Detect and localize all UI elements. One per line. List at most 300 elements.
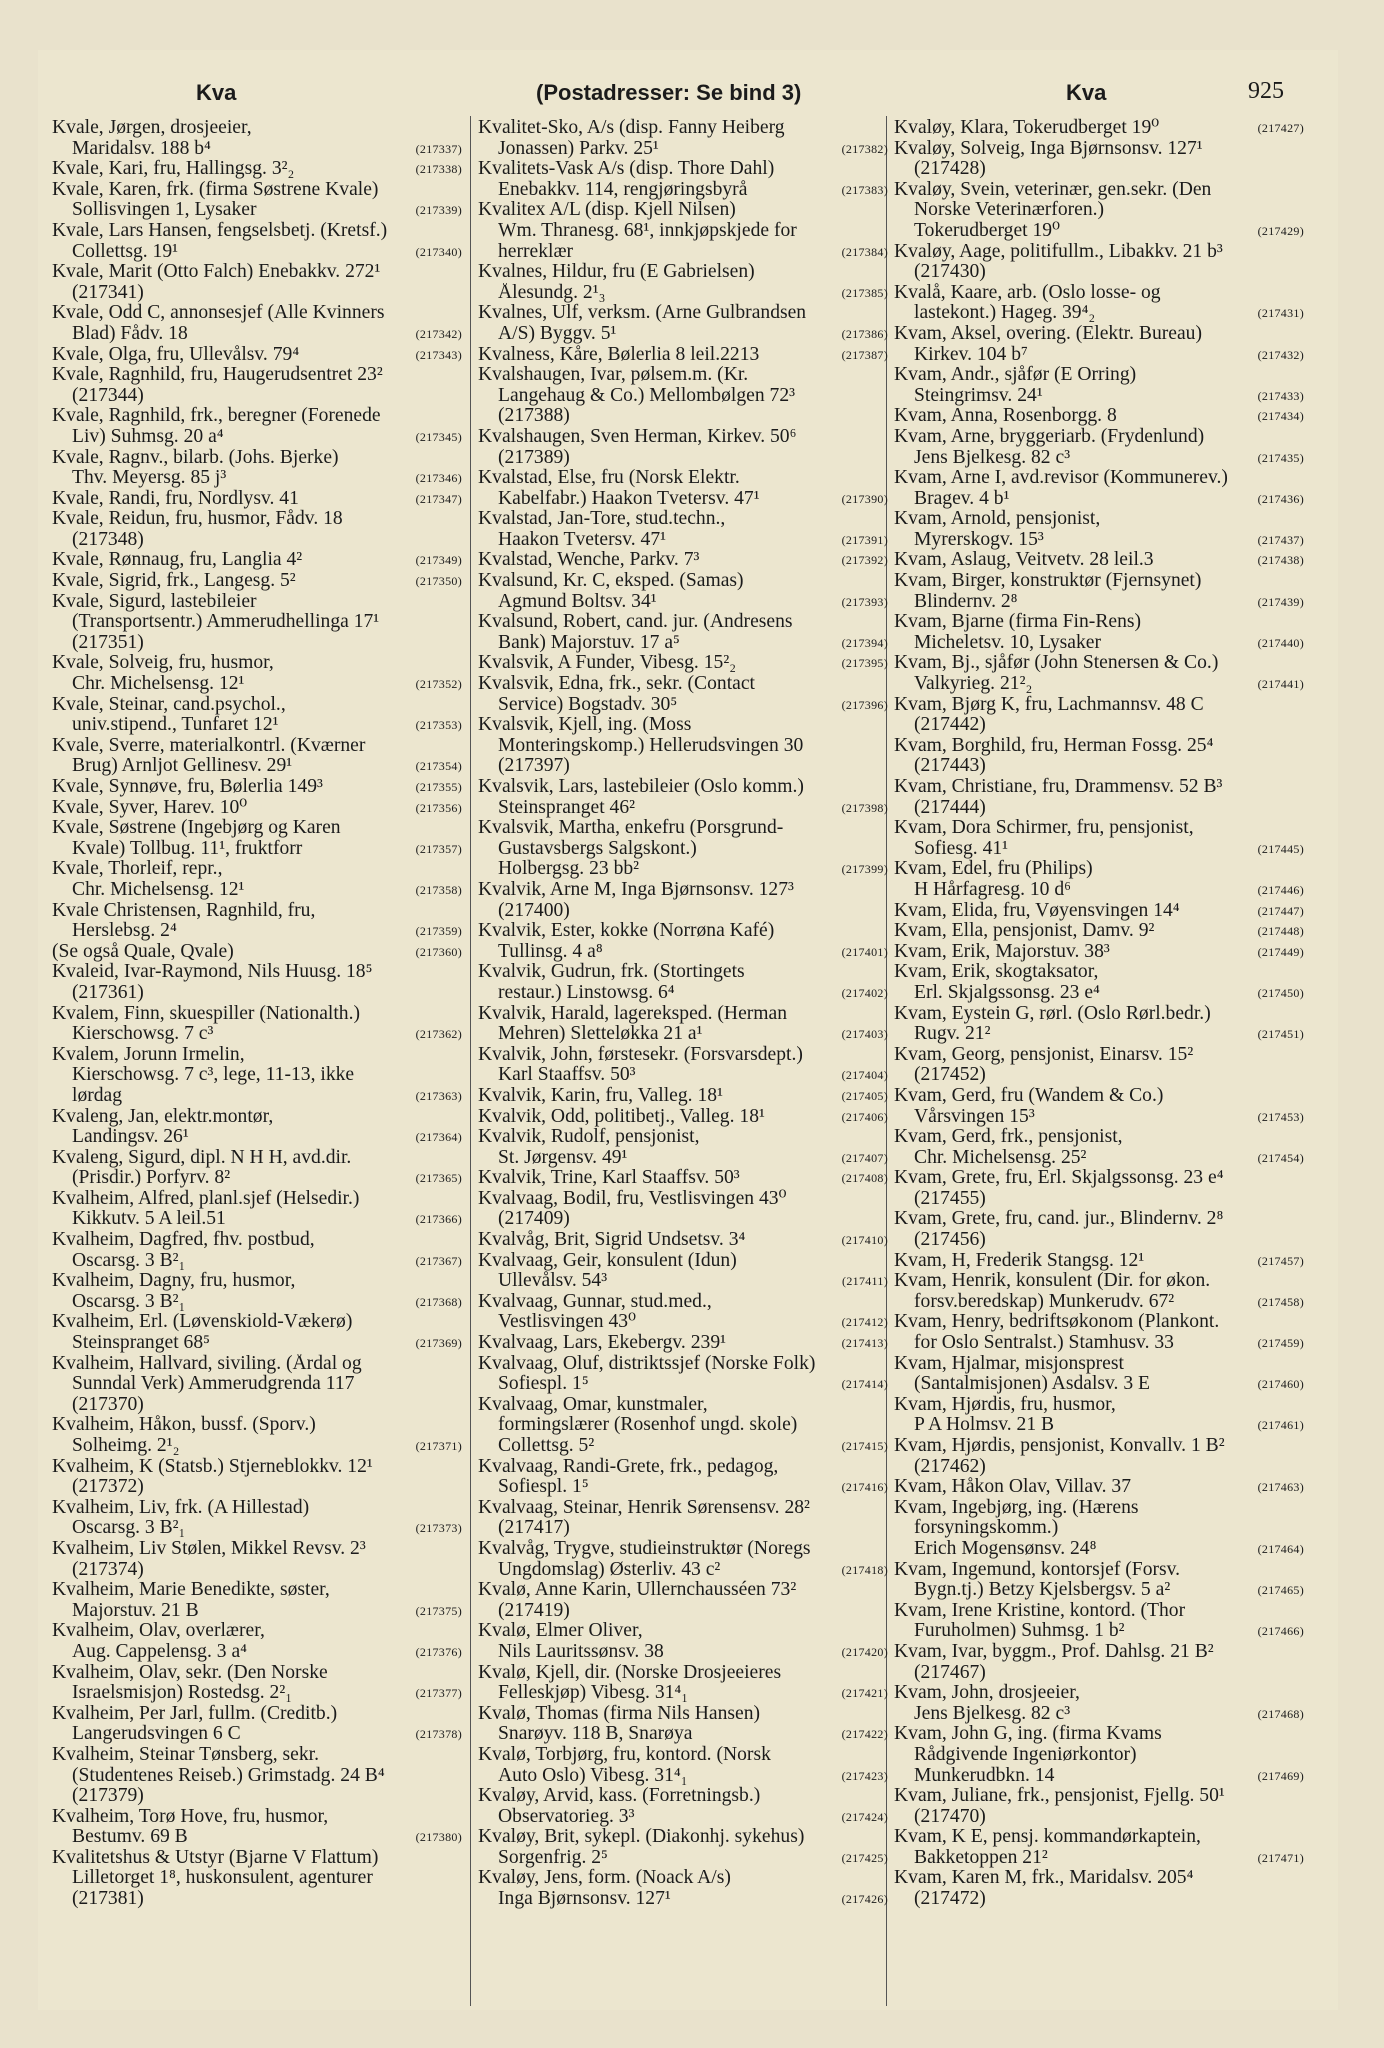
entry-text: restaur.) Linstowsg. 6⁴ — [498, 982, 675, 1003]
entry-line — [52, 1374, 462, 1395]
phone-number: (217345) — [415, 429, 462, 444]
entry-text: Kvalheim, Alfred, planl.sjef (Helsedir.) — [52, 1188, 360, 1209]
entry-text: Kvalheim, Olav, sekr. (Den Norske — [52, 1662, 328, 1683]
entry-text: (217417) — [498, 1518, 570, 1539]
listing-entry — [894, 1827, 1304, 1868]
phone-number: (217424) — [841, 1809, 888, 1824]
entry-text: Bragev. 4 b¹ — [914, 488, 1010, 509]
phone-number: (217439) — [1257, 594, 1304, 609]
listing-entry — [478, 1745, 888, 1786]
phone-number: (217407) — [841, 1150, 888, 1165]
listing-entry — [52, 159, 462, 180]
entry-text: Kvale) Tollbug. 11¹, fruktforr — [72, 838, 303, 859]
entry-text: Kvalvik, Odd, politibetj., Valleg. 18¹ — [478, 1106, 765, 1127]
entry-line — [478, 509, 888, 530]
entry-line — [52, 1024, 462, 1045]
column-1 — [52, 118, 462, 1910]
listing-entry — [478, 1395, 888, 1457]
entry-text: Kvalsvik, Martha, enkefru (Porsgrund- — [478, 818, 784, 839]
phone-number: (217376) — [415, 1644, 462, 1659]
entry-text: Enebakkv. 114, rengjøringsbyrå — [498, 179, 748, 200]
entry-line — [52, 921, 462, 942]
entry-line — [478, 1621, 888, 1642]
phone-number: (217386) — [841, 326, 888, 341]
phone-number: (217471) — [1257, 1850, 1304, 1865]
entry-line — [52, 736, 462, 757]
entry-text: Ungdomslag) Østerliv. 43 c² — [498, 1559, 721, 1580]
phone-number: (217415) — [841, 1439, 888, 1453]
phone-number: (217423) — [841, 1768, 888, 1783]
entry-line — [894, 592, 1304, 613]
phone-number: (217349) — [415, 553, 462, 568]
listing-entry — [478, 1189, 888, 1230]
entry-line — [894, 468, 1304, 489]
entry-line — [52, 345, 462, 366]
entry-line — [52, 715, 462, 736]
entry-text: Bygn.tj.) Betzy Kjelsbergsv. 5 a² — [914, 1580, 1171, 1601]
entry-text: Sorgenfrig. 2⁵ — [498, 1847, 608, 1868]
phone-number: (217447) — [1257, 903, 1304, 918]
entry-text: Kvaløy, Aage, politifullm., Libakkv. 21 b³ — [894, 241, 1223, 262]
phone-number: (217338) — [415, 162, 462, 177]
entry-line — [894, 262, 1304, 283]
entry-line — [52, 1580, 462, 1601]
phone-number: (217368) — [415, 1294, 462, 1309]
listing-entry — [52, 221, 462, 262]
entry-text: (217419) — [498, 1600, 570, 1621]
entry-line — [52, 530, 462, 551]
entry-text: Kvale, Solveig, fru, husmor, — [52, 653, 274, 674]
entry-line — [894, 1333, 1304, 1354]
entry-text: Haakon Tvetersv. 47¹ — [498, 529, 667, 550]
entry-line — [52, 1086, 462, 1107]
entry-text: Kvalvåg, Brit, Sigrid Undsetsv. 3⁴ — [478, 1230, 746, 1251]
entry-line — [894, 1786, 1304, 1807]
entry-line — [894, 1148, 1304, 1169]
listing-entry — [52, 1704, 462, 1745]
phone-number: (217403) — [841, 1027, 888, 1042]
entry-text: Kvam, Elida, fru, Vøyensvingen 14⁴ — [894, 900, 1180, 921]
entry-text: Rugv. 21² — [914, 1024, 991, 1045]
entry-line — [894, 448, 1304, 469]
entry-line — [894, 386, 1304, 407]
entry-text: Kvam, Edel, fru (Philips) — [894, 859, 1093, 880]
entry-text: A/S) Byggv. 5¹ — [498, 323, 617, 344]
entry-text: Chr. Michelsensg. 12¹ — [72, 674, 245, 695]
listing-entry — [478, 612, 888, 653]
entry-line — [478, 345, 888, 366]
header-right-keyword: Kva — [1066, 80, 1107, 105]
listing-entry — [478, 1333, 888, 1354]
entry-text: Kvalheim, Liv Stølen, Mikkel Revsv. 2³ — [52, 1538, 366, 1559]
entry-text: Steinspranget 46² — [498, 797, 636, 818]
entry-line — [894, 406, 1304, 427]
entry-text: for Oslo Sentralst.) Stamhusv. 33 — [914, 1333, 1174, 1354]
column-divider — [470, 116, 471, 2006]
entry-text: (217455) — [914, 1188, 986, 1209]
listing-entry — [478, 1292, 888, 1333]
entry-text: St. Jørgensv. 49¹ — [498, 1147, 628, 1168]
entry-text: Kvalheim, Håkon, bussf. (Sporv.) — [52, 1415, 316, 1436]
entry-text: Bakketoppen 21² — [914, 1847, 1048, 1868]
listing-entry — [52, 1415, 462, 1456]
entry-text: (217472) — [914, 1889, 986, 1910]
listing-entry — [894, 427, 1304, 468]
entry-line — [52, 1395, 462, 1416]
entry-text: Lilletorget 1⁸, huskonsulent, agenturer — [72, 1868, 373, 1889]
listing-entry — [894, 118, 1304, 139]
phone-number: (217469) — [1257, 1768, 1304, 1783]
entry-line — [894, 1065, 1304, 1086]
listing-entry — [894, 1354, 1304, 1395]
entry-line — [52, 1498, 462, 1519]
entry-text: Kvaleng, Jan, elektr.montør, — [52, 1106, 274, 1127]
entry-text: Vårsvingen 15³ — [914, 1106, 1035, 1127]
entry-line — [894, 921, 1304, 942]
listing-entry — [478, 468, 888, 509]
listing-entry — [478, 1827, 888, 1868]
entry-line — [478, 159, 888, 180]
entry-line — [478, 221, 888, 242]
entry-line — [478, 118, 888, 139]
entry-line — [478, 798, 888, 819]
entry-line — [478, 736, 888, 757]
entry-line — [894, 1498, 1304, 1519]
entry-text: Kvalvik, Ester, kokke (Norrøna Kafé) — [478, 921, 775, 942]
entry-line — [894, 1580, 1304, 1601]
entry-line — [478, 365, 888, 386]
entry-text: Langerudsvingen 6 C — [72, 1724, 241, 1745]
listing-entry — [894, 612, 1304, 653]
entry-line — [52, 612, 462, 633]
entry-text: Erl. Skjalgssonsg. 23 e⁴ — [914, 982, 1100, 1003]
phone-number: (217337) — [415, 141, 462, 156]
phone-number: (217429) — [1257, 223, 1304, 238]
entry-text: Kvam, Eystein G, rørl. (Oslo Rørl.bedr.) — [894, 1003, 1211, 1024]
listing-entry — [894, 283, 1304, 324]
entry-line — [894, 901, 1304, 922]
listing-entry — [894, 1477, 1304, 1498]
listing-entry — [478, 880, 888, 921]
entry-text: Service) Bogstadv. 30⁵ — [498, 694, 678, 715]
phone-number: (217459) — [1257, 1336, 1304, 1351]
phone-number: (217457) — [1257, 1253, 1304, 1268]
entry-text: (Santalmisjonen) Asdalsv. 3 E — [914, 1374, 1151, 1395]
entry-line — [894, 839, 1304, 860]
entry-text: Kvalvik, Trine, Karl Staaffsv. 50³ — [478, 1168, 740, 1189]
entry-line — [478, 324, 888, 345]
entry-line — [52, 1539, 462, 1560]
phone-number: (217359) — [415, 924, 462, 939]
listing-entry — [478, 1045, 888, 1086]
entry-text: Kvalheim, Liv, frk. (A Hillestad) — [52, 1497, 310, 1518]
entry-text: Kvale, Ragnhild, frk., beregner (Forenede — [52, 406, 381, 427]
entry-text: Kvalshaugen, Ivar, pølsem.m. (Kr. — [478, 365, 749, 386]
entry-text: Kvalnes, Hildur, fru (E Gabrielsen) — [478, 262, 755, 283]
listing-entry — [894, 1209, 1304, 1250]
listing-entry — [52, 1354, 462, 1416]
entry-text: Kvale, Sigrid, frk., Langesg. 5² — [52, 571, 296, 592]
entry-text: Myrerskogv. 15³ — [914, 529, 1044, 550]
entry-line — [52, 1004, 462, 1025]
entry-text: Kvam, Bj., sjåfør (John Stenersen & Co.) — [894, 653, 1219, 674]
entry-text: Holbergsg. 23 bb² — [498, 859, 640, 880]
phone-number: (217363) — [415, 1088, 462, 1103]
listing-entry — [894, 242, 1304, 283]
entry-text: Kvalness, Kåre, Bølerlia 8 leil.2213 — [478, 344, 760, 365]
entry-line — [894, 798, 1304, 819]
entry-line — [894, 1683, 1304, 1704]
entry-text: Kvalheim, Steinar Tønsberg, sekr. — [52, 1744, 320, 1765]
entry-line — [478, 1374, 888, 1395]
entry-text: Collettsg. 5² — [498, 1436, 595, 1456]
entry-text: (217361) — [72, 982, 144, 1003]
entry-text: Kvaløy, Arvid, kass. (Forretningsb.) — [478, 1786, 761, 1807]
entry-line — [894, 756, 1304, 777]
entry-line — [894, 1374, 1304, 1395]
entry-line — [478, 1580, 888, 1601]
phone-number: (217436) — [1257, 491, 1304, 506]
phone-number: (217405) — [841, 1088, 888, 1103]
entry-text: Kvam, John G, ing. (firma Kvams — [894, 1724, 1162, 1745]
entry-text: Kvale, Synnøve, fru, Bølerlia 149³ — [52, 777, 323, 797]
listing-entry — [478, 1168, 888, 1189]
entry-line — [52, 1560, 462, 1581]
listing-entry — [52, 1230, 462, 1271]
entry-line — [894, 1807, 1304, 1828]
entry-text: (217348) — [72, 529, 144, 550]
phone-number: (217404) — [841, 1068, 888, 1083]
entry-text: Kvalsund, Robert, cand. jur. (Andresens — [478, 612, 793, 633]
listing-entry — [478, 921, 888, 962]
entry-line — [52, 880, 462, 901]
entry-text: (Se også Quale, Qvale) — [52, 941, 234, 962]
listing-entry — [894, 571, 1304, 612]
entry-text: Kvalsvik, Kjell, ing. (Moss — [478, 715, 692, 736]
entry-line — [478, 983, 888, 1004]
entry-line — [894, 180, 1304, 201]
column-3 — [894, 118, 1304, 1910]
entry-line — [52, 901, 462, 922]
phone-number: (217434) — [1257, 409, 1304, 424]
listing-entry — [478, 1580, 888, 1621]
entry-line — [478, 715, 888, 736]
entry-text: Kvalitetshus & Utstyr (Bjarne V Flattum) — [52, 1847, 379, 1868]
entry-line — [894, 1436, 1304, 1457]
entry-line — [52, 159, 462, 180]
entry-line — [52, 1065, 462, 1086]
entry-line — [52, 324, 462, 345]
entry-text: (217341) — [72, 282, 144, 303]
entry-text: Kvalvaag, Steinar, Henrik Sørensensv. 28² — [478, 1497, 810, 1518]
entry-line — [478, 262, 888, 283]
phone-number: (217350) — [415, 574, 462, 589]
entry-text: Kvaløy, Jens, form. (Noack A/s) — [478, 1868, 731, 1889]
phone-number: (217432) — [1257, 347, 1304, 362]
entry-text: Kvam, Grete, fru, Erl. Skjalgssonsg. 23 e⁴ — [894, 1168, 1224, 1189]
entry-line — [894, 1642, 1304, 1663]
page-number: 925 — [1248, 78, 1284, 104]
entry-text: lastekont.) Hageg. 39⁴₂ — [914, 303, 1096, 324]
entry-text: Erich Mogensønsv. 24⁸ — [914, 1538, 1097, 1559]
entry-text: (217452) — [914, 1065, 986, 1086]
entry-line — [52, 1745, 462, 1766]
entry-text: (217430) — [914, 262, 986, 283]
entry-line — [894, 1601, 1304, 1622]
entry-line — [894, 1518, 1304, 1539]
entry-text: (217397) — [498, 756, 570, 777]
entry-line — [894, 530, 1304, 551]
entry-line — [478, 1333, 888, 1354]
entry-line — [52, 818, 462, 839]
entry-line — [52, 406, 462, 427]
entry-text: (217444) — [914, 797, 986, 818]
entry-line — [52, 1683, 462, 1704]
entry-line — [478, 1189, 888, 1210]
entry-text: Kvalvik, Karin, fru, Valleg. 18¹ — [478, 1085, 723, 1106]
entry-text: Kvalvik, Gudrun, frk. (Stortingets — [478, 962, 745, 983]
phone-number: (217464) — [1257, 1541, 1304, 1556]
entry-text: Kvalsvik, Edna, frk., sekr. (Contact — [478, 674, 755, 695]
entry-line — [52, 1704, 462, 1725]
phone-number: (217380) — [415, 1830, 462, 1845]
entry-text: Kvam, H, Frederik Stangsg. 12¹ — [894, 1250, 1145, 1271]
entry-text: Kvale, Thorleif, repr., — [52, 859, 223, 880]
entry-line — [894, 695, 1304, 716]
entry-line — [52, 962, 462, 983]
entry-text: (217428) — [914, 159, 986, 180]
phone-number: (217384) — [841, 244, 888, 259]
page-header — [38, 74, 1338, 114]
entry-text: Kvalheim, Olav, overlærer, — [52, 1621, 265, 1642]
listing-entry — [52, 1148, 462, 1189]
entry-text: Kvalø, Torbjørg, fru, kontord. (Norsk — [478, 1744, 771, 1765]
entry-text: Collettsg. 19¹ — [72, 241, 179, 262]
entry-line — [52, 633, 462, 654]
entry-text: Tullinsg. 4 a⁸ — [498, 941, 603, 962]
entry-line — [894, 1539, 1304, 1560]
entry-line — [894, 1477, 1304, 1498]
entry-line — [894, 324, 1304, 345]
listing-entry — [478, 118, 888, 159]
entry-text: Aug. Cappelensg. 3 a⁴ — [72, 1641, 247, 1662]
entry-line — [894, 633, 1304, 654]
entry-line — [478, 633, 888, 654]
phone-number: (217342) — [415, 326, 462, 341]
entry-line — [478, 1889, 888, 1910]
entry-line — [478, 1168, 888, 1189]
entry-text: Kvale, Odd C, annonsesjef (Alle Kvinners — [52, 303, 385, 324]
entry-text: Kvalvaag, Omar, kunstmaler, — [478, 1394, 708, 1415]
listing-entry — [894, 1683, 1304, 1724]
header-center-note: (Postadresser: Se bind 3) — [536, 80, 802, 105]
entry-line — [52, 592, 462, 613]
entry-text: Kvaløy, Svein, veterinær, gen.sekr. (Den — [894, 179, 1212, 200]
entry-line — [478, 1045, 888, 1066]
entry-text: Majorstuv. 21 B — [72, 1600, 199, 1621]
listing-entry — [894, 777, 1304, 818]
entry-line — [478, 200, 888, 221]
entry-line — [478, 1127, 888, 1148]
entry-text: Kvam, Aslaug, Veitvetv. 28 leil.3 — [894, 550, 1154, 571]
entry-text: Kvale, Jørgen, drosjeeier, — [52, 118, 252, 138]
entry-line — [894, 1354, 1304, 1375]
listing-entry — [894, 1127, 1304, 1168]
entry-text: Ålesundg. 2¹₃ — [498, 282, 606, 303]
entry-line — [478, 839, 888, 860]
entry-text: Kvalvik, John, førstesekr. (Forsvarsdept.) — [478, 1044, 803, 1065]
entry-line — [894, 1271, 1304, 1292]
phone-number: (217437) — [1257, 532, 1304, 547]
entry-text: Gustavsbergs Salgskont.) — [498, 838, 697, 859]
entry-text: Kvale, Sverre, materialkontrl. (Kværner — [52, 735, 366, 756]
listing-entry — [894, 736, 1304, 777]
entry-line — [478, 242, 888, 263]
listing-entry — [478, 1004, 888, 1045]
entry-line — [478, 756, 888, 777]
listing-entry — [52, 962, 462, 1003]
entry-text: (217400) — [498, 900, 570, 921]
entry-text: Karl Staaffsv. 50³ — [498, 1065, 636, 1086]
entry-line — [478, 139, 888, 160]
phone-number: (217356) — [415, 800, 462, 815]
entry-text: Kvam, Hjalmar, misjonsprest — [894, 1353, 1124, 1374]
entry-text: P A Holmsv. 21 B — [914, 1415, 1055, 1436]
entry-line — [52, 1436, 462, 1457]
entry-text: Inga Bjørnsonsv. 127¹ — [498, 1889, 671, 1910]
entry-line — [52, 653, 462, 674]
entry-line — [894, 880, 1304, 901]
phone-number: (217399) — [841, 862, 888, 877]
entry-line — [894, 427, 1304, 448]
phone-number: (217410) — [841, 1233, 888, 1248]
entry-line — [894, 1745, 1304, 1766]
phone-number: (217373) — [415, 1521, 462, 1536]
entry-text: Kvalå, Kaare, arb. (Oslo losse- og — [894, 282, 1161, 303]
entry-line — [478, 1683, 888, 1704]
listing-entry — [52, 592, 462, 654]
entry-line — [478, 1395, 888, 1416]
entry-text: Kvam, Hjørdis, fru, husmor, — [894, 1394, 1116, 1415]
phone-number: (217441) — [1257, 677, 1304, 692]
entry-text: Chr. Michelsensg. 25² — [914, 1147, 1087, 1168]
listing-entry — [894, 324, 1304, 365]
entry-text: Jens Bjelkesg. 82 c³ — [914, 447, 1071, 468]
entry-text: Kvam, Ingebjørg, ing. (Hærens — [894, 1497, 1139, 1518]
listing-entry — [894, 180, 1304, 242]
entry-text: Langehaug & Co.) Mellombølgen 72³ — [498, 385, 796, 406]
entry-line — [894, 674, 1304, 695]
entry-line — [894, 365, 1304, 386]
entry-text: Kvalvåg, Trygve, studieinstruktør (Noregs — [478, 1538, 811, 1559]
entry-line — [52, 1354, 462, 1375]
entry-line — [894, 283, 1304, 304]
entry-line — [52, 1868, 462, 1889]
entry-line — [478, 818, 888, 839]
listing-entry — [894, 1045, 1304, 1086]
listing-entry — [894, 1004, 1304, 1045]
entry-text: Kvam, K E, pensj. kommandørkaptein, — [894, 1827, 1201, 1848]
entry-line — [478, 901, 888, 922]
listing-entry — [478, 777, 888, 818]
entry-text: Kvale, Randi, fru, Nordlysv. 41 — [52, 488, 299, 509]
listing-entry — [894, 468, 1304, 509]
entry-line — [478, 1724, 888, 1745]
listing-entry — [894, 1312, 1304, 1353]
entry-text: Kvam, Henry, bedriftsøkonom (Plankont. — [894, 1312, 1220, 1333]
entry-line — [894, 777, 1304, 798]
listing-entry — [478, 1457, 888, 1498]
